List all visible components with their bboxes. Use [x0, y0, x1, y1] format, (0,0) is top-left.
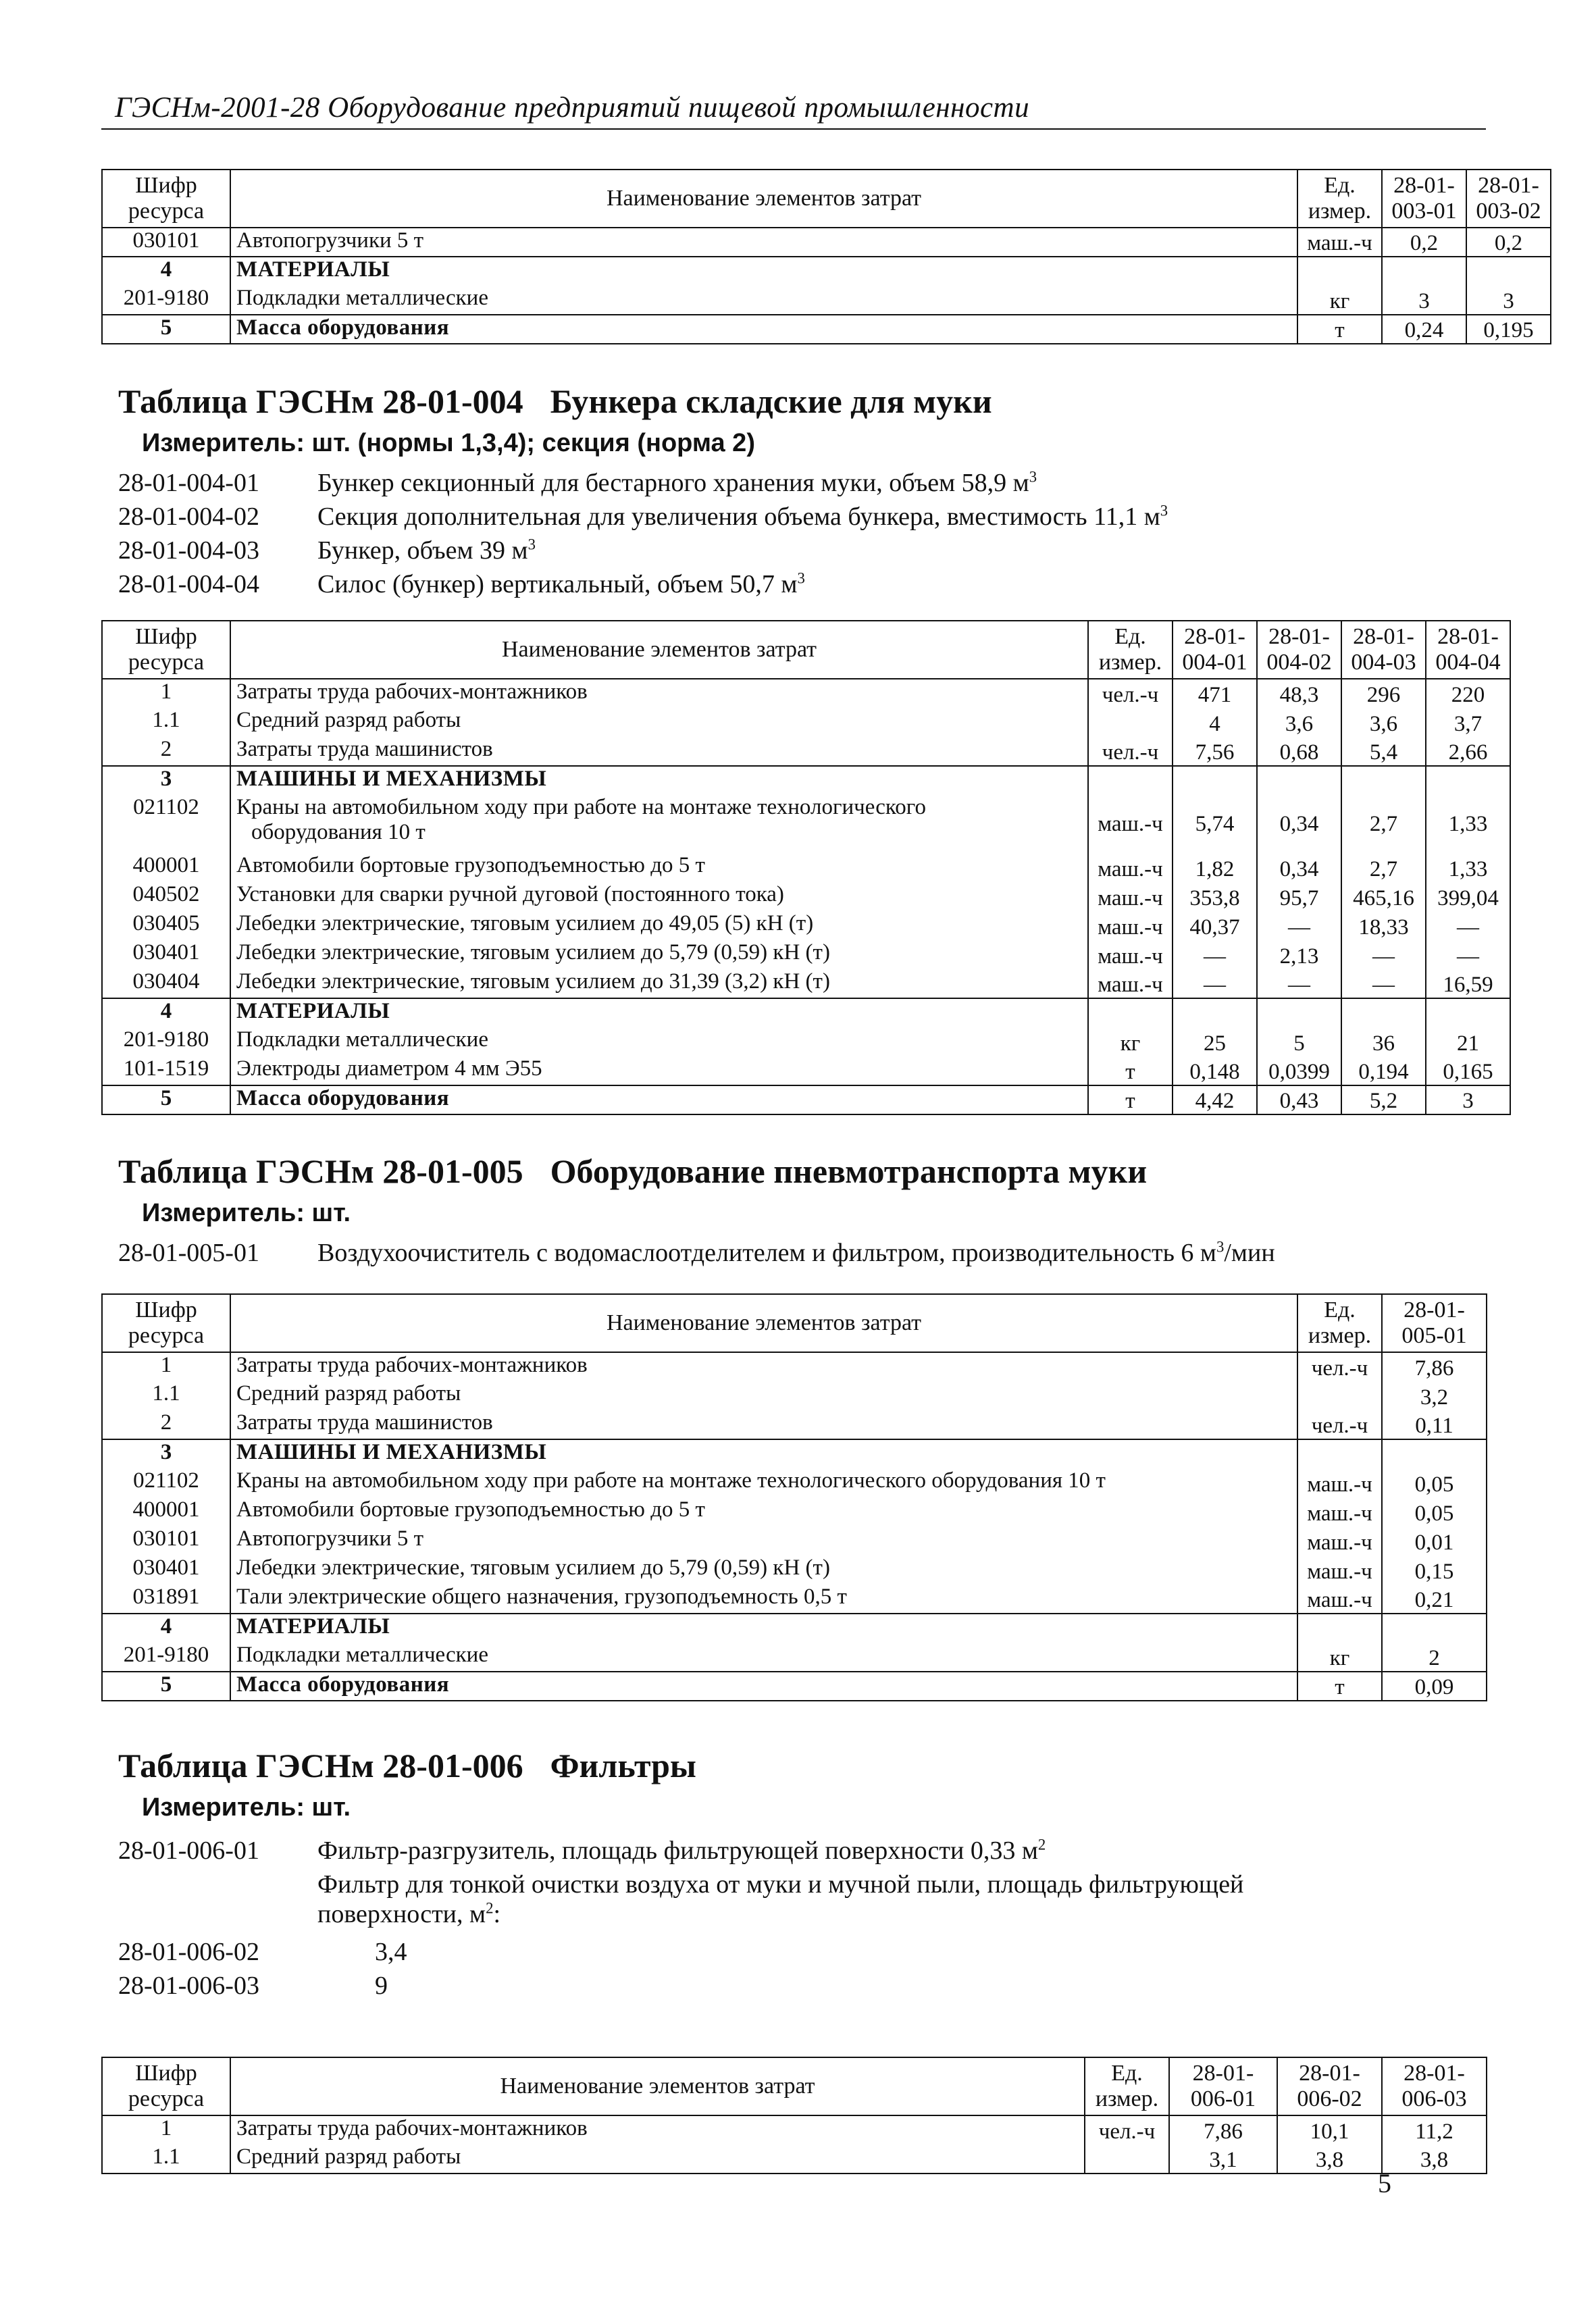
- norm-value: 18,33: [1341, 911, 1426, 940]
- cost-element-name: Электроды диаметром 4 мм Э55: [230, 1056, 1088, 1085]
- norm-text: Воздухоочиститель с водомаслоотделителем и фильтром, производительность 6 $м^3$/мин: [317, 1238, 1275, 1267]
- norm-value: 220: [1426, 679, 1510, 708]
- norm-value: 296: [1341, 679, 1426, 708]
- header-code: ресурса: [102, 2086, 230, 2115]
- norm-value: 3,8: [1382, 2144, 1487, 2174]
- header-norm-code: 28-01-: [1169, 2057, 1277, 2086]
- table-row: [102, 1085, 1510, 1114]
- cost-element-name: Установки для сварки ручной дуговой (постоянного тока): [230, 882, 1088, 911]
- norm-value: 399,04: [1426, 882, 1510, 911]
- table-row: [102, 1468, 1487, 1497]
- norm-value: 471: [1173, 679, 1257, 708]
- norm-value: 4,42: [1173, 1085, 1257, 1114]
- document-page: [101, 0, 1541, 2314]
- header-code: Шифр: [102, 621, 230, 650]
- norm-value: —: [1173, 940, 1257, 969]
- unit: [1085, 2144, 1169, 2174]
- table-title-name: Фильтры: [550, 1747, 696, 1784]
- header-name: Наименование элементов затрат: [230, 1294, 1297, 1352]
- resource-code: 101-1519: [102, 1056, 230, 1085]
- header-rule: [101, 128, 1486, 130]
- resource-code: 400001: [102, 1497, 230, 1526]
- norm-value: 5,2: [1341, 1085, 1426, 1114]
- unit: чел.-ч: [1297, 1352, 1382, 1381]
- table-row: [102, 1056, 1510, 1085]
- table-row: [102, 708, 1510, 737]
- norm-value: [1341, 766, 1426, 795]
- unit: маш.-ч: [1297, 1585, 1382, 1614]
- header-unit: измер.: [1088, 650, 1173, 679]
- norm-value: [1426, 998, 1510, 1027]
- norm-value: 3,6: [1257, 708, 1341, 737]
- unit: [1297, 1381, 1382, 1410]
- norm-value: 7,86: [1382, 1352, 1487, 1381]
- norm-description: Фильтр для тонкой очистки воздуха от муки и мучной пыли, площадь фильтрующей поверхности, $м^2$:: [317, 1870, 1244, 1928]
- cost-element-name: Лебедки электрические, тяговым усилием до 5,79 (0,59) кН (т): [230, 940, 1088, 969]
- resource-code: 021102: [102, 795, 230, 853]
- norm-value: 3,1: [1169, 2144, 1277, 2174]
- norm-value: 3,6: [1341, 708, 1426, 737]
- header-unit: Ед.: [1085, 2057, 1169, 2086]
- header-norm-code: 28-01-: [1277, 2057, 1382, 2086]
- resource-code: 5: [102, 1672, 230, 1701]
- norm-value: 3: [1382, 286, 1466, 315]
- header-code: ресурса: [102, 1323, 230, 1352]
- unit: кг: [1297, 1643, 1382, 1672]
- header-norm-code: 005-01: [1382, 1323, 1487, 1352]
- resource-code: 4: [102, 257, 230, 286]
- measure-005: Измеритель: шт.: [142, 1199, 351, 1227]
- cost-element-name: Краны на автомобильном ходу при работе на монтаже технологического оборудования 10 т: [230, 795, 1088, 853]
- norm-value: [1257, 998, 1341, 1027]
- resource-code: 040502: [102, 882, 230, 911]
- norm-value: 36: [1341, 1027, 1426, 1056]
- header-norm-code: 006-02: [1277, 2086, 1382, 2115]
- header-code: ресурса: [102, 199, 230, 228]
- norm-value: 2,7: [1341, 853, 1426, 882]
- table-row: [102, 1439, 1487, 1468]
- norm-code: 28-01-006-02: [118, 1938, 259, 1966]
- unit: [1088, 998, 1173, 1027]
- cost-element-name: Автомобили бортовые грузоподъемностью до 5 т: [230, 853, 1088, 882]
- table-row: [102, 1585, 1487, 1614]
- norm-code: 28-01-004-03: [118, 536, 259, 565]
- cost-element-name: Автопогрузчики 5 т: [230, 228, 1297, 257]
- norm-value: 2,66: [1426, 737, 1510, 766]
- table-row: [102, 2115, 1487, 2144]
- resource-code: 201-9180: [102, 286, 230, 315]
- table-row: [102, 1526, 1487, 1555]
- cost-element-name: Затраты труда рабочих-монтажников: [230, 679, 1088, 708]
- resource-code: 1: [102, 1352, 230, 1381]
- norm-text: Секция дополнительная для увеличения объема бункера, вместимость 11,1 $м^3$: [317, 502, 1168, 531]
- unit: маш.-ч: [1088, 853, 1173, 882]
- resource-code: 1.1: [102, 2144, 230, 2174]
- norm-value: 3,2: [1382, 1381, 1487, 1410]
- header-unit: измер.: [1085, 2086, 1169, 2115]
- table-row: [102, 2144, 1487, 2174]
- header-unit: Ед.: [1088, 621, 1173, 650]
- header-norm-code: 28-01-: [1257, 621, 1341, 650]
- table-header-row: [102, 621, 1510, 650]
- cost-element-name: Лебедки электрические, тяговым усилием до 5,79 (0,59) кН (т): [230, 1555, 1297, 1585]
- header-norm-code: 004-03: [1341, 650, 1426, 679]
- header-norm-code: 28-01-: [1426, 621, 1510, 650]
- resource-code: 030405: [102, 911, 230, 940]
- resource-code: 1: [102, 2115, 230, 2144]
- table-row: [102, 315, 1551, 344]
- norm-value: —: [1341, 940, 1426, 969]
- table-row: [102, 1614, 1487, 1643]
- norm-value: 7,56: [1173, 737, 1257, 766]
- header-norm-code: 28-01-: [1173, 621, 1257, 650]
- norm-row: [118, 536, 1469, 569]
- norm-value: —: [1426, 911, 1510, 940]
- header-code: Шифр: [102, 1294, 230, 1323]
- cost-element-name: Масса оборудования: [230, 315, 1297, 344]
- unit: маш.-ч: [1297, 1468, 1382, 1497]
- norm-text: Силос (бункер) вертикальный, объем 50,7 $м^3$: [317, 569, 805, 598]
- cost-element-name: Затраты труда рабочих-монтажников: [230, 1352, 1297, 1381]
- norm-value: 0,05: [1382, 1468, 1487, 1497]
- resource-code: 1.1: [102, 1381, 230, 1410]
- table-row: [102, 853, 1510, 882]
- table-header-row: [102, 1294, 1487, 1323]
- cost-element-name: Подкладки металлические: [230, 1027, 1088, 1056]
- header-code: Шифр: [102, 170, 230, 199]
- header-name: Наименование элементов затрат: [230, 621, 1088, 679]
- header-unit: измер.: [1297, 199, 1382, 228]
- norm-value: 48,3: [1257, 679, 1341, 708]
- unit: маш.-ч: [1297, 228, 1382, 257]
- table-row: [102, 1497, 1487, 1526]
- table-title-name: Бункера складские для муки: [550, 382, 992, 420]
- unit: кг: [1088, 1027, 1173, 1056]
- cost-element-name: Лебедки электрические, тяговым усилием до 31,39 (3,2) кН (т): [230, 969, 1088, 998]
- norm-text: Бункер секционный для бестарного хранения муки, объем 58,9 $м^3$: [317, 468, 1037, 497]
- unit: маш.-ч: [1088, 940, 1173, 969]
- norm-value: [1382, 257, 1466, 286]
- table-header-row: [102, 2057, 1487, 2086]
- resource-code: 3: [102, 766, 230, 795]
- norm-value: 3: [1466, 286, 1551, 315]
- header-unit: Ед.: [1297, 1294, 1382, 1323]
- norm-value: [1382, 1614, 1487, 1643]
- cost-element-name: МАШИНЫ И МЕХАНИЗМЫ: [230, 766, 1088, 795]
- resource-code: 4: [102, 1614, 230, 1643]
- norm-value: 0,09: [1382, 1672, 1487, 1701]
- unit: чел.-ч: [1085, 2115, 1169, 2144]
- header-unit: измер.: [1297, 1323, 1382, 1352]
- norm-value: 0,194: [1341, 1056, 1426, 1085]
- unit: чел.-ч: [1088, 737, 1173, 766]
- resource-code: 031891: [102, 1585, 230, 1614]
- cost-element-name: Средний разряд работы: [230, 708, 1088, 737]
- cost-element-name: МАТЕРИАЛЫ: [230, 1614, 1297, 1643]
- header-norm-code: 004-04: [1426, 650, 1510, 679]
- cost-element-name: Затраты труда машинистов: [230, 737, 1088, 766]
- resource-code: 201-9180: [102, 1643, 230, 1672]
- table-row: [102, 766, 1510, 795]
- norm-value: 4: [1173, 708, 1257, 737]
- cost-element-name: Масса оборудования: [230, 1085, 1088, 1114]
- norm-value: 0,24: [1382, 315, 1466, 344]
- norm-text: Бункер, объем 39 $м^3$: [317, 536, 536, 565]
- norm-value: 3,4: [375, 1938, 407, 1966]
- table-row: [102, 1555, 1487, 1585]
- header-code: Шифр: [102, 2057, 230, 2086]
- header-norm-code: 004-02: [1257, 650, 1341, 679]
- norm-row: [118, 1937, 523, 1971]
- cost-element-name: Краны на автомобильном ходу при работе на монтаже технологического оборудования 10 т: [230, 1468, 1297, 1497]
- table-row: [102, 1672, 1487, 1701]
- table-title-006: [118, 1746, 696, 1785]
- table-row: [102, 998, 1510, 1027]
- norm-text: Фильтр-разгрузитель, площадь фильтрующей поверхности 0,33 $м^2$: [317, 1836, 1046, 1865]
- norm-code: 28-01-005-01: [118, 1239, 259, 1267]
- norm-value: 5,4: [1341, 737, 1426, 766]
- table-row: [102, 1381, 1487, 1410]
- norm-value: 5: [1257, 1027, 1341, 1056]
- header-norm-code: 003-02: [1466, 199, 1551, 228]
- norm-value: 0,43: [1257, 1085, 1341, 1114]
- table-28-01-005: [101, 1293, 1487, 1701]
- unit: т: [1297, 315, 1382, 344]
- norm-value: 0,2: [1382, 228, 1466, 257]
- unit: [1297, 1439, 1382, 1468]
- norm-value: 0,0399: [1257, 1056, 1341, 1085]
- norm-value: 3,8: [1277, 2144, 1382, 2174]
- norm-row: [118, 1971, 523, 2005]
- running-header: ГЭСНм-2001-28 Оборудование предприятий пищевой промышленности: [115, 92, 1030, 124]
- page-number: 5: [1378, 2168, 1391, 2199]
- resource-code: 1: [102, 679, 230, 708]
- unit: маш.-ч: [1088, 882, 1173, 911]
- table-28-01-004: [101, 620, 1511, 1115]
- norm-value: 0,148: [1173, 1056, 1257, 1085]
- header-name: Наименование элементов затрат: [230, 2057, 1085, 2115]
- norm-value: —: [1173, 969, 1257, 998]
- table-row: [102, 1027, 1510, 1056]
- norm-value: 1,33: [1426, 795, 1510, 853]
- norm-value: —: [1257, 969, 1341, 998]
- unit: т: [1297, 1672, 1382, 1701]
- unit: чел.-ч: [1088, 679, 1173, 708]
- norm-value: 0,05: [1382, 1497, 1487, 1526]
- norm-value: [1173, 766, 1257, 795]
- resource-code: 030401: [102, 940, 230, 969]
- norm-row: [118, 502, 1469, 536]
- header-norm-code: 28-01-: [1341, 621, 1426, 650]
- table-row: [102, 1352, 1487, 1381]
- resource-code: 030401: [102, 1555, 230, 1585]
- table-28-01-003: [101, 169, 1551, 344]
- measure-004: Измеритель: шт. (нормы 1,3,4); секция (норма 2): [142, 429, 755, 457]
- table-row: [102, 1410, 1487, 1439]
- norm-value: 0,11: [1382, 1410, 1487, 1439]
- cost-element-name: МАТЕРИАЛЫ: [230, 998, 1088, 1027]
- cost-element-name: МАТЕРИАЛЫ: [230, 257, 1297, 286]
- norm-value: 2,13: [1257, 940, 1341, 969]
- norm-value: [1426, 766, 1510, 795]
- header-unit: Ед.: [1297, 170, 1382, 199]
- norm-value: 7,86: [1169, 2115, 1277, 2144]
- norm-code: 28-01-004-04: [118, 570, 259, 598]
- header-norm-code: 28-01-: [1382, 170, 1466, 199]
- cost-element-name: Автопогрузчики 5 т: [230, 1526, 1297, 1555]
- measure-006: Измеритель: шт.: [142, 1793, 351, 1822]
- header-norm-code: 004-01: [1173, 650, 1257, 679]
- norm-value: 25: [1173, 1027, 1257, 1056]
- unit: [1297, 257, 1382, 286]
- norm-value: 0,165: [1426, 1056, 1510, 1085]
- unit: кг: [1297, 286, 1382, 315]
- norm-value: [1382, 1439, 1487, 1468]
- header-name: Наименование элементов затрат: [230, 170, 1297, 228]
- unit: маш.-ч: [1088, 795, 1173, 853]
- norm-value: 0,68: [1257, 737, 1341, 766]
- resource-code: 4: [102, 998, 230, 1027]
- unit: [1297, 1614, 1382, 1643]
- header-norm-code: 006-01: [1169, 2086, 1277, 2115]
- table-row: [102, 911, 1510, 940]
- norm-value: 9: [375, 1972, 388, 2000]
- resource-code: 5: [102, 1085, 230, 1114]
- norm-value: [1341, 998, 1426, 1027]
- unit: [1088, 708, 1173, 737]
- unit: т: [1088, 1056, 1173, 1085]
- header-norm-code: 006-03: [1382, 2086, 1487, 2115]
- norm-value: 0,01: [1382, 1526, 1487, 1555]
- unit: маш.-ч: [1297, 1555, 1382, 1585]
- norm-value: —: [1257, 911, 1341, 940]
- norm-value: 2,7: [1341, 795, 1426, 853]
- table-row: [102, 257, 1551, 286]
- resource-code: 201-9180: [102, 1027, 230, 1056]
- norm-value: 40,37: [1173, 911, 1257, 940]
- norm-value: 1,33: [1426, 853, 1510, 882]
- norm-value: 0,34: [1257, 795, 1341, 853]
- cost-element-name: Затраты труда рабочих-монтажников: [230, 2115, 1085, 2144]
- norm-code: 28-01-006-03: [118, 1972, 259, 2000]
- unit: т: [1088, 1085, 1173, 1114]
- cost-element-name: Средний разряд работы: [230, 1381, 1297, 1410]
- table-row: [102, 940, 1510, 969]
- table-row: [102, 286, 1551, 315]
- norm-row: [118, 468, 1469, 502]
- cost-element-name: Средний разряд работы: [230, 2144, 1085, 2174]
- norm-value: 0,195: [1466, 315, 1551, 344]
- norm-value: 1,82: [1173, 853, 1257, 882]
- header-norm-code: 28-01-: [1382, 2057, 1487, 2086]
- unit: маш.-ч: [1088, 911, 1173, 940]
- resource-code: 030404: [102, 969, 230, 998]
- table-row: [102, 228, 1551, 257]
- norm-value: 21: [1426, 1027, 1510, 1056]
- norm-value: —: [1426, 940, 1510, 969]
- resource-code: 2: [102, 1410, 230, 1439]
- norm-row: [118, 569, 1469, 603]
- cost-element-name: Подкладки металлические: [230, 286, 1297, 315]
- header-norm-code: 28-01-: [1382, 1294, 1487, 1323]
- table-title-code: Таблица ГЭСНм 28-01-005: [118, 1152, 523, 1190]
- resource-code: 1.1: [102, 708, 230, 737]
- unit: маш.-ч: [1088, 969, 1173, 998]
- resource-code: 3: [102, 1439, 230, 1468]
- resource-code: 5: [102, 315, 230, 344]
- norm-value: 0,34: [1257, 853, 1341, 882]
- norm-value: 2: [1382, 1643, 1487, 1672]
- cost-element-name: Масса оборудования: [230, 1672, 1297, 1701]
- norm-value: 0,2: [1466, 228, 1551, 257]
- unit: маш.-ч: [1297, 1497, 1382, 1526]
- resource-code: 400001: [102, 853, 230, 882]
- table-title-004: [118, 382, 992, 421]
- unit: маш.-ч: [1297, 1526, 1382, 1555]
- table-row: [102, 679, 1510, 708]
- table-header-row: [102, 170, 1551, 199]
- cost-element-name: Затраты труда машинистов: [230, 1410, 1297, 1439]
- cost-element-name: МАШИНЫ И МЕХАНИЗМЫ: [230, 1439, 1297, 1468]
- table-row: [102, 882, 1510, 911]
- table-row: [102, 1643, 1487, 1672]
- cost-element-name: Подкладки металлические: [230, 1643, 1297, 1672]
- norm-code: 28-01-004-01: [118, 469, 259, 497]
- norm-value: 5,74: [1173, 795, 1257, 853]
- norm-value: 16,59: [1426, 969, 1510, 998]
- norm-value: 10,1: [1277, 2115, 1382, 2144]
- table-title-name: Оборудование пневмотранспорта муки: [550, 1152, 1148, 1190]
- norm-row: [118, 1836, 1469, 1870]
- norm-value: 0,15: [1382, 1555, 1487, 1585]
- header-norm-code: 003-01: [1382, 199, 1466, 228]
- norm-value: —: [1341, 969, 1426, 998]
- resource-code: 030101: [102, 228, 230, 257]
- norm-value: [1257, 766, 1341, 795]
- table-row: [102, 969, 1510, 998]
- norm-value: 465,16: [1341, 882, 1426, 911]
- resource-code: 2: [102, 737, 230, 766]
- norm-row: [118, 1238, 1469, 1272]
- norm-value: 3,7: [1426, 708, 1510, 737]
- resource-code: 030101: [102, 1526, 230, 1555]
- norm-value: 3: [1426, 1085, 1510, 1114]
- norm-value: [1173, 998, 1257, 1027]
- norm-code: 28-01-004-02: [118, 503, 259, 531]
- norm-value: [1466, 257, 1551, 286]
- table-row: [102, 795, 1510, 853]
- norm-value: 353,8: [1173, 882, 1257, 911]
- header-norm-code: 28-01-: [1466, 170, 1551, 199]
- table-28-01-006: [101, 2057, 1487, 2174]
- header-code: ресурса: [102, 650, 230, 679]
- unit: [1088, 766, 1173, 795]
- norm-value: 11,2: [1382, 2115, 1487, 2144]
- cost-element-name: Автомобили бортовые грузоподъемностью до 5 т: [230, 1497, 1297, 1526]
- resource-code: 021102: [102, 1468, 230, 1497]
- cost-element-name: Тали электрические общего назначения, грузоподъемность 0,5 т: [230, 1585, 1297, 1614]
- table-title-005: [118, 1152, 1147, 1191]
- table-row: [102, 737, 1510, 766]
- norm-value: 0,21: [1382, 1585, 1487, 1614]
- norm-code: 28-01-006-01: [118, 1836, 259, 1865]
- unit: чел.-ч: [1297, 1410, 1382, 1439]
- cost-element-name: Лебедки электрические, тяговым усилием до 49,05 (5) кН (т): [230, 911, 1088, 940]
- table-title-code: Таблица ГЭСНм 28-01-006: [118, 1747, 523, 1784]
- table-title-code: Таблица ГЭСНм 28-01-004: [118, 382, 523, 420]
- norm-value: 95,7: [1257, 882, 1341, 911]
